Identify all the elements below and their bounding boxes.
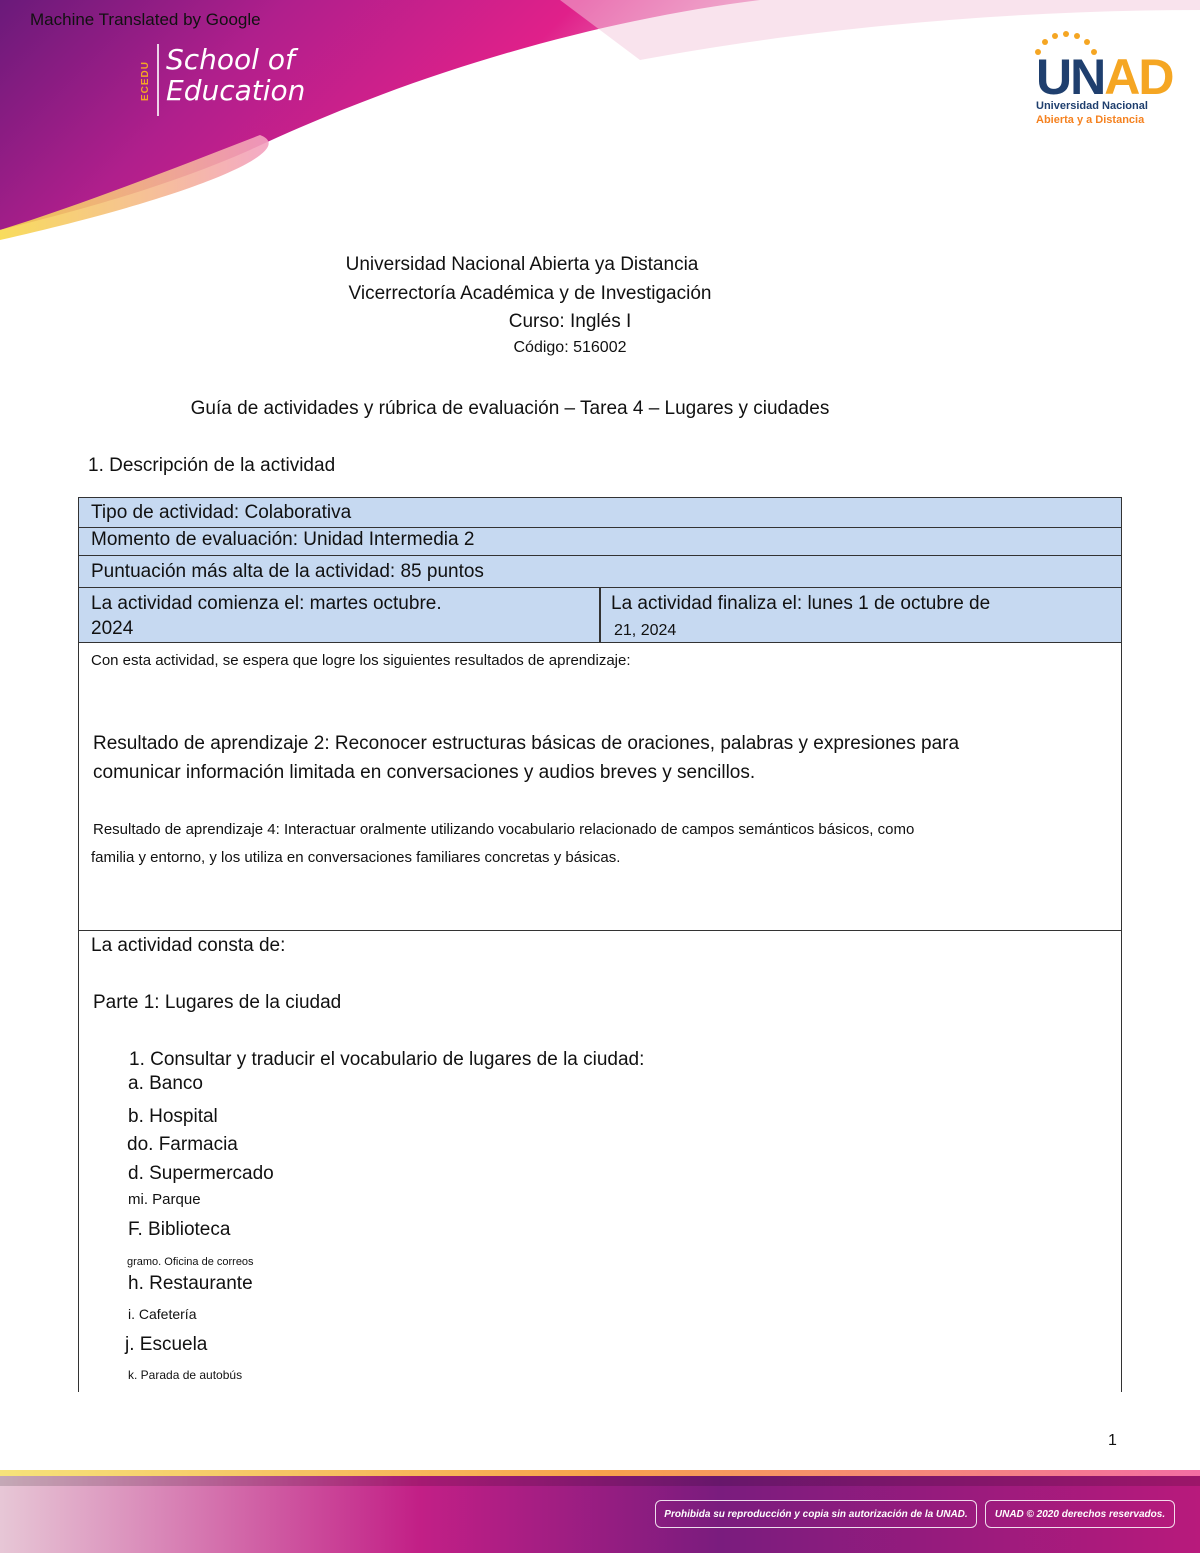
reproduction-notice: Prohibida su reproducción y copia sin autorización de la UNAD. xyxy=(655,1500,977,1528)
school-of-education-logo xyxy=(140,44,305,106)
activity-type: Tipo de actividad: Colaborativa xyxy=(91,502,352,523)
machine-translated-notice: Machine Translated by Google xyxy=(30,10,261,29)
guide-title: Guía de actividades y rúbrica de evaluación – Tarea 4 – Lugares y ciudades xyxy=(190,398,830,419)
list-item: j. Escuela xyxy=(125,1334,208,1355)
vocabulary-instruction: 1. Consultar y traducir el vocabulario de lugares de la ciudad: xyxy=(129,1049,645,1070)
start-date-line1: La actividad comienza el: martes octubre. xyxy=(91,593,442,614)
evaluation-moment-row xyxy=(79,528,1121,556)
list-item: do. Farmacia xyxy=(127,1134,238,1155)
dates-divider xyxy=(599,588,601,642)
list-item: F. Biblioteca xyxy=(128,1219,231,1240)
dates-row xyxy=(79,588,1121,643)
ecedu-vertical-label: ECEDU xyxy=(140,61,151,102)
copyright-notice: UNAD © 2020 derechos reservados. xyxy=(985,1500,1175,1528)
list-item: k. Parada de autobús xyxy=(128,1368,243,1382)
activity-content-row xyxy=(79,931,1121,1393)
max-score: Puntuación más alta de la actividad: 85 puntos xyxy=(91,561,484,582)
unad-letter-u: U xyxy=(1036,49,1071,105)
list-item: b. Hospital xyxy=(128,1106,218,1127)
outcome-2-line1: Resultado de aprendizaje 2: Reconocer estructuras básicas de oraciones, palabras y expresiones para xyxy=(93,733,960,754)
list-item: a. Banco xyxy=(128,1073,203,1094)
evaluation-moment: Momento de evaluación: Unidad Intermedia 2 xyxy=(91,529,475,550)
unad-letter-n: N xyxy=(1070,49,1105,105)
list-item: h. Restaurante xyxy=(128,1273,253,1294)
activity-type-row xyxy=(79,498,1121,528)
activity-description-table xyxy=(78,497,1122,1392)
list-item: mi. Parque xyxy=(128,1191,201,1208)
unad-letters-ad: AD xyxy=(1104,49,1173,105)
end-date-line1: La actividad finaliza el: lunes 1 de octubre de xyxy=(611,593,991,614)
list-item: i. Cafetería xyxy=(128,1306,197,1322)
unad-wordmark xyxy=(1036,48,1172,106)
university-name: Universidad Nacional Abierta ya Distancia xyxy=(345,254,699,275)
part-1-heading: Parte 1: Lugares de la ciudad xyxy=(93,992,342,1013)
score-row xyxy=(79,556,1121,588)
page-number: 1 xyxy=(1108,1432,1117,1449)
vice-rectory: Vicerrectoría Académica y de Investigación xyxy=(348,283,712,304)
section-heading: 1. Descripción de la actividad xyxy=(88,455,336,476)
activity-consists-label: La actividad consta de: xyxy=(91,935,286,956)
outcome-2-line2: comunicar información limitada en conversaciones y audios breves y sencillos. xyxy=(93,762,756,783)
outcome-4-line2: familia y entorno, y los utiliza en conversaciones familiares concretas y básicas. xyxy=(91,849,621,866)
course-name: Curso: Inglés I xyxy=(508,311,632,332)
course-code: Código: 516002 xyxy=(513,339,627,356)
list-item: gramo. Oficina de correos xyxy=(127,1256,254,1268)
learning-outcomes-row xyxy=(79,643,1121,931)
school-title-line1: School of xyxy=(166,43,295,76)
start-date-line2: 2024 xyxy=(91,618,134,639)
logo-divider xyxy=(157,44,159,116)
end-date-line2: 21, 2024 xyxy=(614,622,677,639)
unad-name-line2: Abierta y a Distancia xyxy=(1036,114,1145,126)
header-banner xyxy=(0,0,1200,240)
school-title-line2: Education xyxy=(166,74,306,107)
list-item: d. Supermercado xyxy=(128,1163,274,1184)
outcome-4-line1: Resultado de aprendizaje 4: Interactuar oralmente utilizando vocabulario relacionado de campos semánticos básicos, como xyxy=(93,821,915,838)
unad-logo xyxy=(1030,30,1173,130)
unad-name-line1: Universidad Nacional xyxy=(1036,100,1148,112)
expected-outcomes-intro: Con esta actividad, se espera que logre los siguientes resultados de aprendizaje: xyxy=(91,652,631,669)
